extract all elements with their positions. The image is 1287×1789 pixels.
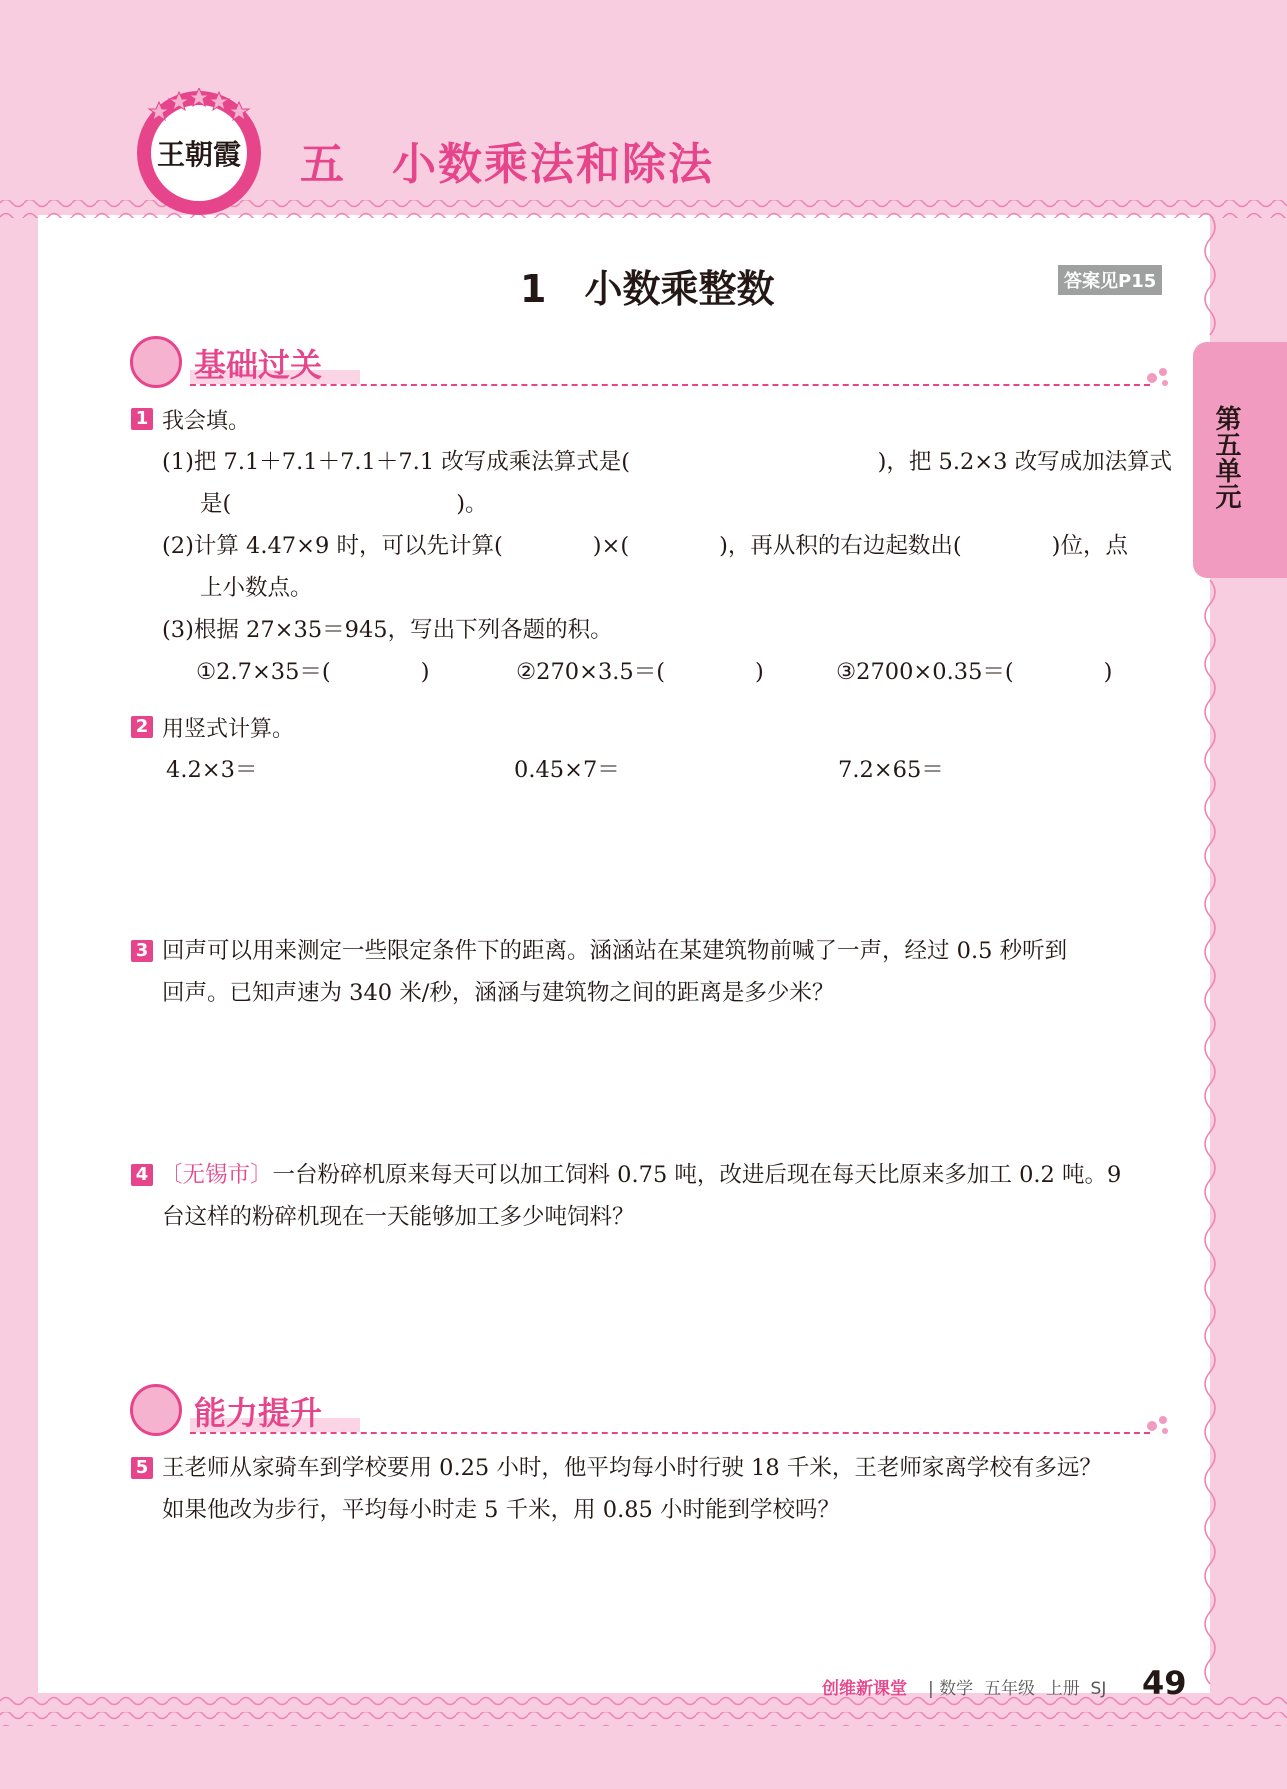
dots-ornament-icon	[1146, 366, 1172, 388]
dots-ornament-icon	[1146, 1414, 1172, 1436]
question-number: 3	[131, 940, 153, 962]
question-text: 一台粉碎机原来每天可以加工饲料 0.75 吨，改进后现在每天比原来多加工 0.2 吨。9	[272, 1162, 1122, 1188]
question-heading: 我会填。	[162, 409, 251, 434]
page-number: 49	[1142, 1664, 1187, 1702]
answer-reference-badge: 答案见P15	[1058, 265, 1162, 295]
calc-item: 4.2×3＝	[166, 757, 258, 783]
question-text: (2)计算 4.47×9 时，可以先计算( )×( )，再从积的右边起数出( )位，点	[162, 533, 1128, 559]
question-text: 回声可以用来测定一些限定条件下的距离。涵涵站在某建筑物前喊了一声，经过 0.5 秒听到	[162, 938, 1068, 964]
footer-book-info: | 数学 五年级 上册 SJ	[928, 1679, 1107, 1699]
footer-brand: 创维新课堂	[822, 1679, 907, 1699]
unit-side-tab-label: 第五单元	[1211, 405, 1241, 509]
question-text: 王老师从家骑车到学校要用 0.25 小时，他平均每小时行驶 18 千米，王老师家离学校有多远？	[162, 1455, 1102, 1481]
question-text: 台这样的粉碎机现在一天能够加工多少吨饲料？	[162, 1204, 635, 1230]
section-title-advanced: 能力提升	[194, 1394, 323, 1432]
region-tag: 〔无锡市〕	[160, 1162, 273, 1188]
question-number: 2	[131, 716, 153, 738]
question-text: (1)把 7.1＋7.1＋7.1＋7.1 改写成乘法算式是( )，把 5.2×3 改写成加法算式	[162, 449, 1173, 475]
calc-item: 7.2×65＝	[838, 757, 944, 783]
question-number: 1	[131, 408, 153, 430]
unit-title: 五 小数乘法和除法	[300, 139, 714, 190]
cartoon-avatar-icon	[130, 336, 182, 388]
section-divider	[190, 384, 1150, 386]
wang-zhaoxia-logo	[134, 88, 264, 218]
section-divider	[190, 1432, 1150, 1434]
question-text: 上小数点。	[200, 575, 313, 601]
question-text: 如果他改为步行，平均每小时走 5 千米，用 0.85 小时能到学校吗？	[162, 1497, 841, 1523]
question-text: 是( )。	[200, 491, 488, 517]
question-text: ②270×3.5＝( )	[516, 659, 764, 685]
question-text: (3)根据 27×35＝945，写出下列各题的积。	[162, 617, 613, 643]
question-number: 5	[131, 1457, 153, 1479]
question-text: 回声。已知声速为 340 米/秒，涵涵与建筑物之间的距离是多少米？	[162, 980, 835, 1006]
section-title-basic: 基础过关	[194, 346, 323, 384]
cartoon-avatar-icon	[130, 1384, 182, 1436]
question-heading: 用竖式计算。	[162, 717, 295, 742]
calc-item: 0.45×7＝	[514, 757, 620, 783]
question-text: ①2.7×35＝( )	[196, 659, 430, 685]
question-text-line	[160, 1154, 1121, 1196]
question-number: 4	[131, 1164, 153, 1186]
lesson-title: 1 小数乘整数	[520, 267, 775, 311]
logo-wordmark: 王朝霞	[156, 138, 242, 171]
question-text: ③2700×0.35＝( )	[836, 659, 1113, 685]
